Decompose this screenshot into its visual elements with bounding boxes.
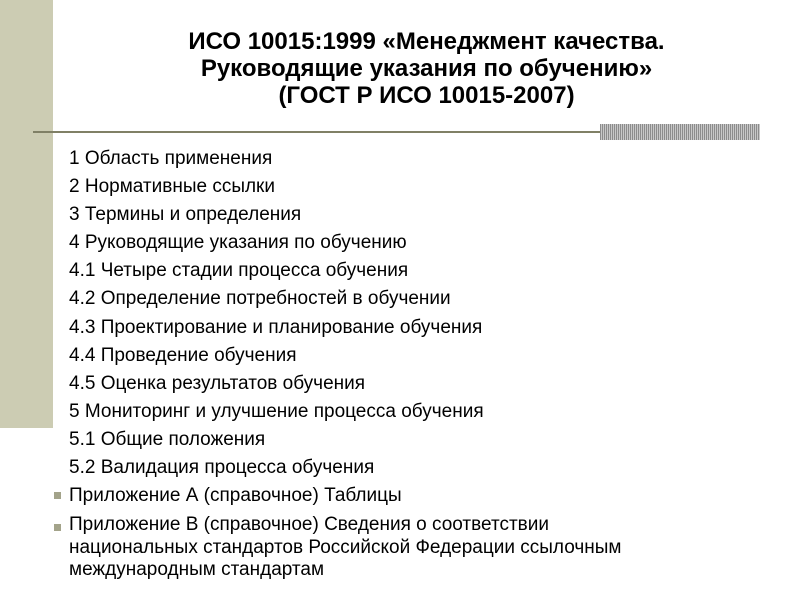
- toc-item-4-3: 4.3 Проектирование и планирование обучения: [69, 316, 483, 338]
- toc-item-5: 5 Мониторинг и улучшение процесса обучения: [69, 400, 484, 422]
- toc-item-4-4: 4.4 Проведение обучения: [69, 344, 297, 366]
- toc-item-5-2: 5.2 Валидация процесса обучения: [69, 457, 375, 479]
- divider-pattern-block: [600, 124, 760, 140]
- toc-item-5-1: 5.1 Общие положения: [69, 428, 266, 450]
- toc-item-scope: 1 Область применения: [69, 148, 273, 169]
- toc-item-4-2: 4.2 Определение потребностей в обучении: [69, 288, 451, 310]
- table-of-contents: [69, 145, 769, 582]
- toc-item-4-1: 4.1 Четыре стадии процесса обучения: [69, 260, 409, 282]
- toc-item-appendix-b: [69, 514, 769, 582]
- appendix-b-line-3: международным стандартам: [69, 559, 325, 581]
- appendix-b-line-1: Приложение В (справочное) Сведения о соответствии: [69, 514, 549, 536]
- side-band-decoration: [0, 0, 53, 428]
- toc-item-normative-references: 2 Нормативные ссылки: [69, 176, 275, 198]
- slide-title: [53, 28, 800, 109]
- toc-item-terms-definitions: 3 Термины и определения: [69, 204, 302, 226]
- toc-item-4-5: 4.5 Оценка результатов обучения: [69, 372, 366, 394]
- toc-item-appendix-a: Приложение А (справочное) Таблицы: [69, 482, 769, 510]
- title-line-3: (ГОСТ Р ИСО 10015-2007): [278, 82, 575, 109]
- appendix-b-line-2: национальных стандартов Российской Федерации ссылочным: [69, 536, 622, 558]
- title-divider: [33, 131, 600, 133]
- title-line-2: Руководящие указания по обучению»: [200, 55, 653, 82]
- title-line-1: ИСО 10015:1999 «Менеджмент качества.: [188, 28, 665, 55]
- toc-item-training-guidelines: 4 Руководящие указания по обучению: [69, 232, 407, 254]
